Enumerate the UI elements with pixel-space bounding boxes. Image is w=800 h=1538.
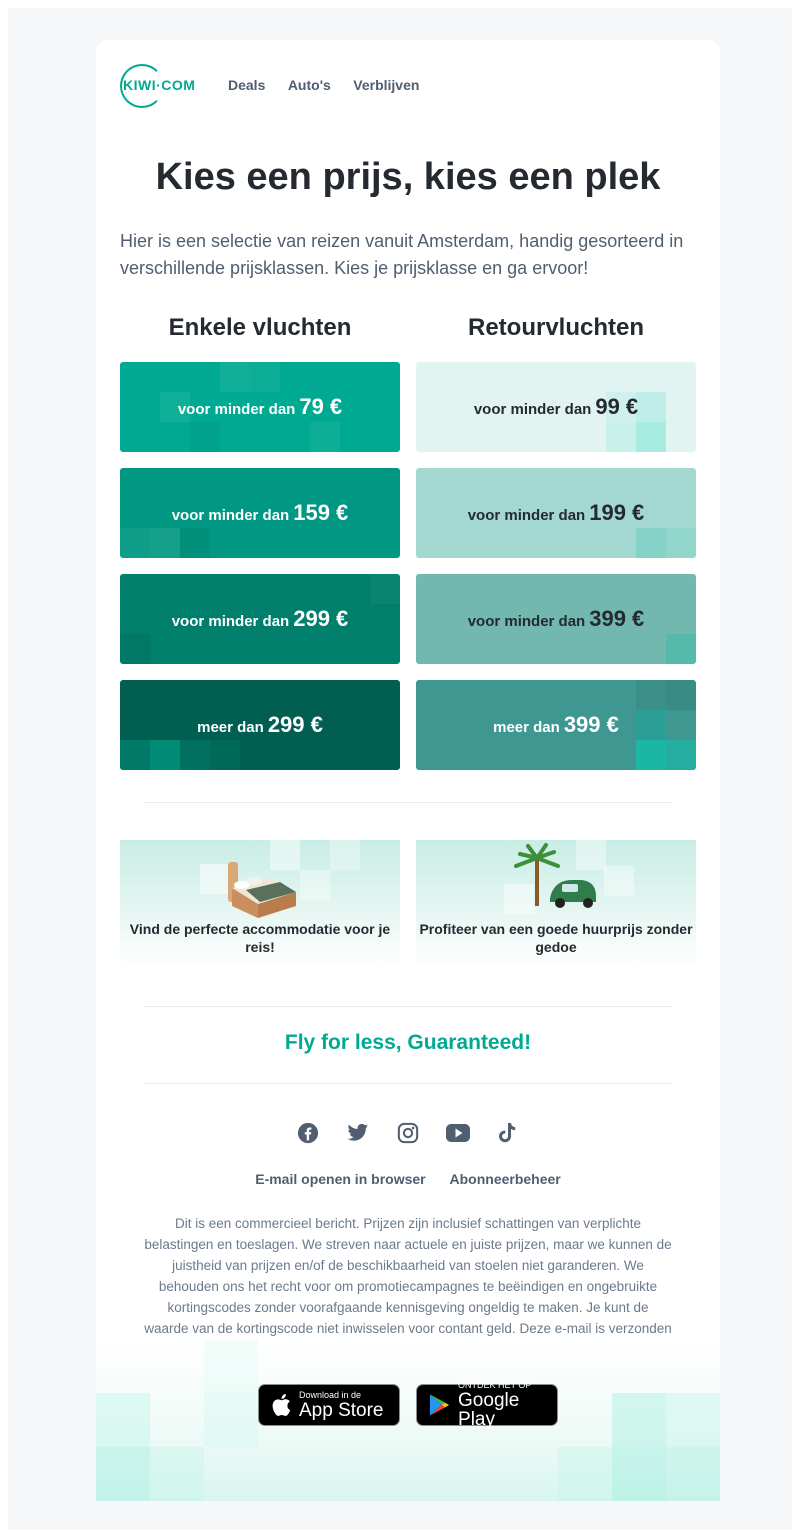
car-palm-illustration-icon <box>416 840 696 920</box>
header <box>120 64 437 108</box>
google-play-big-text: Google Play <box>458 1390 520 1430</box>
tile-label <box>493 712 619 738</box>
app-store-big-text: App Store <box>299 1399 384 1421</box>
tile-prefix: voor minder dan <box>467 613 586 630</box>
facebook-icon[interactable] <box>296 1120 320 1146</box>
logo-text: KIWI·COM <box>123 77 196 93</box>
one-way-tile[interactable] <box>120 362 400 452</box>
accommodation-caption: Vind de perfecte accommodatie voor je reis! <box>129 921 391 955</box>
page-title: Kies een prijs, kies een plek <box>155 156 661 198</box>
return-heading: Retourvluchten <box>467 314 644 341</box>
tile-prefix: voor minder dan <box>171 613 290 630</box>
google-play-icon <box>429 1393 450 1417</box>
tile-label <box>172 606 349 632</box>
social-links <box>96 1120 720 1146</box>
app-store-button[interactable] <box>258 1384 400 1426</box>
divider <box>144 802 672 803</box>
tile-amount: 299 € <box>267 712 323 737</box>
one-way-tile[interactable] <box>120 574 400 664</box>
nav-deals[interactable]: Deals <box>228 77 266 93</box>
tile-amount: 199 € <box>589 500 645 525</box>
tile-amount: 399 € <box>589 606 645 631</box>
youtube-icon[interactable] <box>446 1120 470 1146</box>
tile-prefix: meer dan <box>493 719 560 736</box>
tile-amount: 99 € <box>595 394 639 419</box>
tile-label <box>474 394 638 420</box>
car-rental-promo[interactable] <box>416 840 696 968</box>
tile-prefix: meer dan <box>197 719 264 736</box>
divider <box>144 1006 672 1007</box>
tile-prefix: voor minder dan <box>467 507 586 524</box>
tile-prefix: voor minder dan <box>177 401 296 418</box>
bed-illustration-icon <box>120 840 400 920</box>
twitter-icon[interactable] <box>346 1120 370 1146</box>
tile-amount: 399 € <box>563 712 619 737</box>
apple-icon <box>271 1393 291 1417</box>
return-tile[interactable] <box>416 574 696 664</box>
return-tile[interactable] <box>416 362 696 452</box>
tile-prefix: voor minder dan <box>171 507 290 524</box>
kiwi-logo[interactable] <box>120 64 206 108</box>
legal-text <box>144 1213 672 1360</box>
tiktok-icon[interactable] <box>496 1120 520 1146</box>
nav-stays[interactable]: Verblijven <box>353 77 420 93</box>
tile-label <box>468 500 645 526</box>
nav-cars[interactable]: Auto's <box>287 77 331 93</box>
one-way-heading: Enkele vluchten <box>168 314 352 341</box>
tile-label <box>197 712 323 738</box>
car-rental-caption: Profiteer van een goede huurprijs zonder gedoe <box>419 921 693 955</box>
tile-label <box>468 606 645 632</box>
one-way-tile[interactable] <box>120 468 400 558</box>
manage-subscription-link[interactable]: Abonneerbeheer <box>449 1171 561 1187</box>
google-play-small-text: ONTDEK HET OP <box>458 1380 532 1390</box>
tagline: Fly for less, Guaranteed! <box>284 1031 532 1054</box>
tile-label <box>172 500 349 526</box>
instagram-icon[interactable] <box>396 1120 420 1146</box>
accommodation-promo[interactable] <box>120 840 400 968</box>
tile-prefix: voor minder dan <box>473 401 592 418</box>
top-nav <box>228 77 437 95</box>
app-store-badges <box>96 1380 720 1430</box>
tile-amount: 79 € <box>299 394 343 419</box>
return-tile[interactable] <box>416 468 696 558</box>
email-card <box>96 40 720 1501</box>
intro-text: Hier is een selectie van reizen vanuit Amsterdam, handig gesorteerd in verschillende prijsklassen. Kies je prijsklasse en ga ervoor! <box>120 231 684 278</box>
footer-links <box>96 1171 720 1187</box>
tile-label <box>178 394 342 420</box>
app-store-small-text: Download in de <box>299 1389 362 1400</box>
google-play-button[interactable] <box>416 1380 558 1430</box>
one-way-tile[interactable] <box>120 680 400 770</box>
tile-amount: 159 € <box>293 500 349 525</box>
return-tile[interactable] <box>416 680 696 770</box>
legal-body: Dit is een commercieel bericht. Prijzen zijn inclusief schattingen van verplichte belastingen en toeslagen. We streven naar actuele en juiste prijzen, maar we kunnen de juistheid van prijzen en/of de beschikbaarheid van stoelen niet garanderen. We behouden ons het recht voor om promotiecampagnes te beëindigen en ongebruikte kortingscodes zonder voorafgaande kennisgeving ongeldig te maken. Je kunt de waarde van de kortingscode niet inwisselen voor contant geld. Deze e-mail is verzonden <box>144 1216 672 1336</box>
open-in-browser-link[interactable]: E-mail openen in browser <box>255 1171 426 1187</box>
email-background <box>8 8 792 1530</box>
divider <box>144 1083 672 1084</box>
tile-amount: 299 € <box>293 606 349 631</box>
